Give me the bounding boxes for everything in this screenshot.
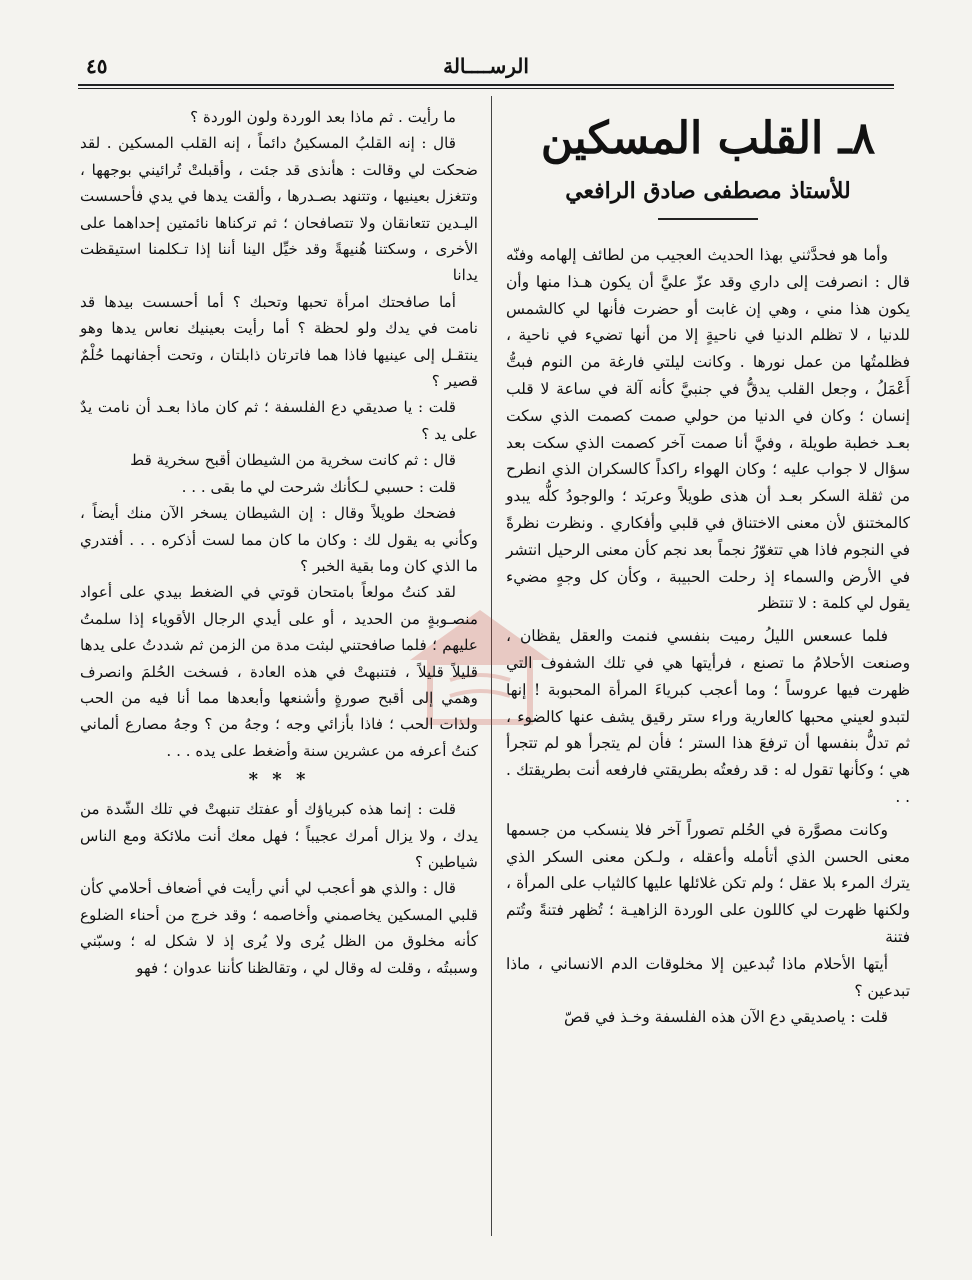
right-column xyxy=(506,108,910,1031)
paragraph: قال : ثم كانت سخرية من الشيطان أقبح سخرية قط xyxy=(130,451,456,470)
paragraph: قلت : إنما هذه كبرياؤك أو عفتك تنبهتْ في تلك الشّدة من يدك ، ولا يزال أمرك عجيباً ؛ فهل معك أنت ملائكة ومع الناس شياطين ؟ xyxy=(80,800,478,871)
page-number: ٤٥ xyxy=(86,54,108,78)
left-column xyxy=(80,104,478,981)
article-author: للأستاذ مصطفى صادق الرافعي xyxy=(565,178,851,204)
paragraph: أما صافحتك امرأة تحبها وتحبك ؟ أما أحسست بيدها قد نامت في يدك ولو لحظة ؟ أما رأيت بعينيك نعاس يدها وهو ينتقـل إلى عينيها فاذا هما فاترتان ذابلتان ، وتحت أجفانهما حُلْمٌ قصير ؟ xyxy=(80,292,478,391)
header-rule-thin xyxy=(78,88,894,89)
paragraph: قال : والذي هو أعجب لي أني رأيت في أضعاف أحلامي كأن قلبي المسكين يخاصمني وأخاصمه ؛ وقد خرج من أحناء الضلوع كأنه مخلوق من الظل يُرى ولا يُرى إذ لا شكل له ؛ وسبّني وسببتُه ، وقلت له وقال لي ، وتقالظنا كأننا عدوان ؛ فهو xyxy=(80,879,478,977)
paragraph: قلت : يا صديقي دع الفلسفة ؛ ثم كان ماذا بعـد أن نامت يدٌ على يد ؟ xyxy=(80,398,478,443)
paragraph: أيتها الأحلام ماذا تُبدعين إلا مخلوقات الدم الانساني ، ماذا تبدعين ؟ xyxy=(506,954,910,1000)
running-header xyxy=(78,52,894,86)
paragraph: قال : إنه القلبُ المسكينُ دائماً ، إنه القلب المسكين . لقد ضحكت لي وقالت : هأنذى قد جئت ، وأقبلتْ تُرائيني بوجهها ، وتتغزل بعينيها ، وتتنهد بصـدرها ، وألقت يدها في يدي فأحسست اليـدين تتعانقان ولا تتصافحان ؛ ثم تركناها نائمتين إحداهما على الأخرى ، وسكتنا هُنيهةً وقد خيِّل الينا أننا إذا تـكلمنا استيقظت يدانا xyxy=(80,134,478,285)
paragraph: وأما هو فحدَّثني بهذا الحديث العجيب من لطائف إلهامه وفنّه قال : انصرفت إلى داري وقد عزّ عليَّ أن يكون هـذا منها وأن يكون هذا مني ، وهي إن غابت أو حضرت فأنها لي كالشمس للدنيا ، لا تظلم الدنيا في ناحيةٍ إلا من أنها تضيء في ناحية ، فظلمتُها من عمل نورها . وكانت ليلتي فارغة من النوم فبتُّ أَعْمَلُ ، وجعل القلب يدقُّ في جنبيَّ كأنه آلة في ساعة لا قلب إنسان ؛ وكان في الدنيا من حولي صمت كصمت الذي سكت بعـد خطبة طويلة ، وفيَّ أنا صمت آخر كصمت الذي سكت بعد سؤال لا جواب عليه ؛ وكان الهواء راكداً كالسكران الذي انطرح من ثقلة السكر بعـد أن هذى طويلاً وعربَد ؛ والوجودُ كلُّه يبدو كالمختنق لأن معنى الاختناق في قلبي وأفكاري . ونظرت نظرةً في النجوم فاذا هي تتغوّرُ نجماً بعد نجم كأن معنى الرحيل انتشر في الأرض والسماء إذ رحلت الحبيبة ، وكأن كل وجهٍ مضيء يقول لي كلمة : لا تنتظر xyxy=(506,246,910,613)
journal-title: الرســــالة xyxy=(443,54,529,78)
header-rule xyxy=(78,84,894,86)
paragraph: لقد كنتُ مولعاً بامتحان قوتي في الضغط بيدي على أعواد منصـوبةٍ من الحديد ، أو على أيدي الرجال الأقوياء إذا سلمتُ عليهم ؛ فلما صافحتني لبثت مدة من الزمن ثم شددتُ على يدها قليلاً قليلاً ، فتنبهتْ في هذه العادة ، فسخت الحُلمَ وانصرف وهمي إلى أقبح صورةٍ وأشنعها وأبعدها مما أنا فيه من الحب ولذات الحب ؛ فاذا بأزائي وجه ؛ وجهُ من ؟ وجهُ مصارع ألماني كنتُ أعرفه من عشرين سنة وأضغط على يده . . . xyxy=(80,583,478,760)
paragraph: ما رأيت . ثم ماذا بعد الوردة ولون الوردة ؟ xyxy=(190,108,456,126)
paragraph: قلت : ياصديقي دع الآن هذه الفلسفة وخـذ في قصّ xyxy=(564,1008,888,1027)
paragraph: وكانت مصوَّرة في الحُلم تصوراً آخر فلا ينسكب من جسمها معنى الحسن الذي أتأمله وأعقله ، ولـكن معنى السكر الذي يترك المرء بلا عقل ؛ ولم تكن غلائلها عليها كالثياب على المرأة ، ولكنها ظهرت لي كاللون على الوردة الزاهيـة ؛ تُظهر فتنةً وتُتم فتنة xyxy=(506,820,910,946)
title-rule xyxy=(658,218,758,220)
paragraph: قلت : حسبي لـكأنك شرحت لي ما بقى . . . xyxy=(181,477,456,496)
section-separator: * * * xyxy=(248,769,310,791)
column-divider xyxy=(491,96,492,1236)
article-title: ٨ـ القلب المسكين xyxy=(540,113,876,164)
paragraph: فلما عسعس الليلُ رميت بنفسي فنمت والعقل يقظان ، وصنعت الأحلامُ ما تصنع ، فرأيتها هي في تلك الشفوف التي ظهرت فيها عروساً ؛ وما أعجب كبرياءَ المرأة المحبوبة ! إنها لتبدو لعيني محبها كالعارية وراء ستر رقيق يشف عنها كالضوء ، ثم تدلُّ بنفسها أن ترفعَ هذا الستر ؛ فأن لم يتجرأ هو لم تتجرأ هي ؛ وكأنها تقول له : قد رفعتُه بطريقتي فارفعه أنت بطريقتك . . . xyxy=(506,627,910,806)
paragraph: فضحك طويلاً وقال : إن الشيطان يسخر الآن منك أيضاً ، وكأني به يقول لك : وكان ما كان مما لست أذكره . . . أفتدري ما الذي كان وما بقية الخبر ؟ xyxy=(80,504,478,575)
